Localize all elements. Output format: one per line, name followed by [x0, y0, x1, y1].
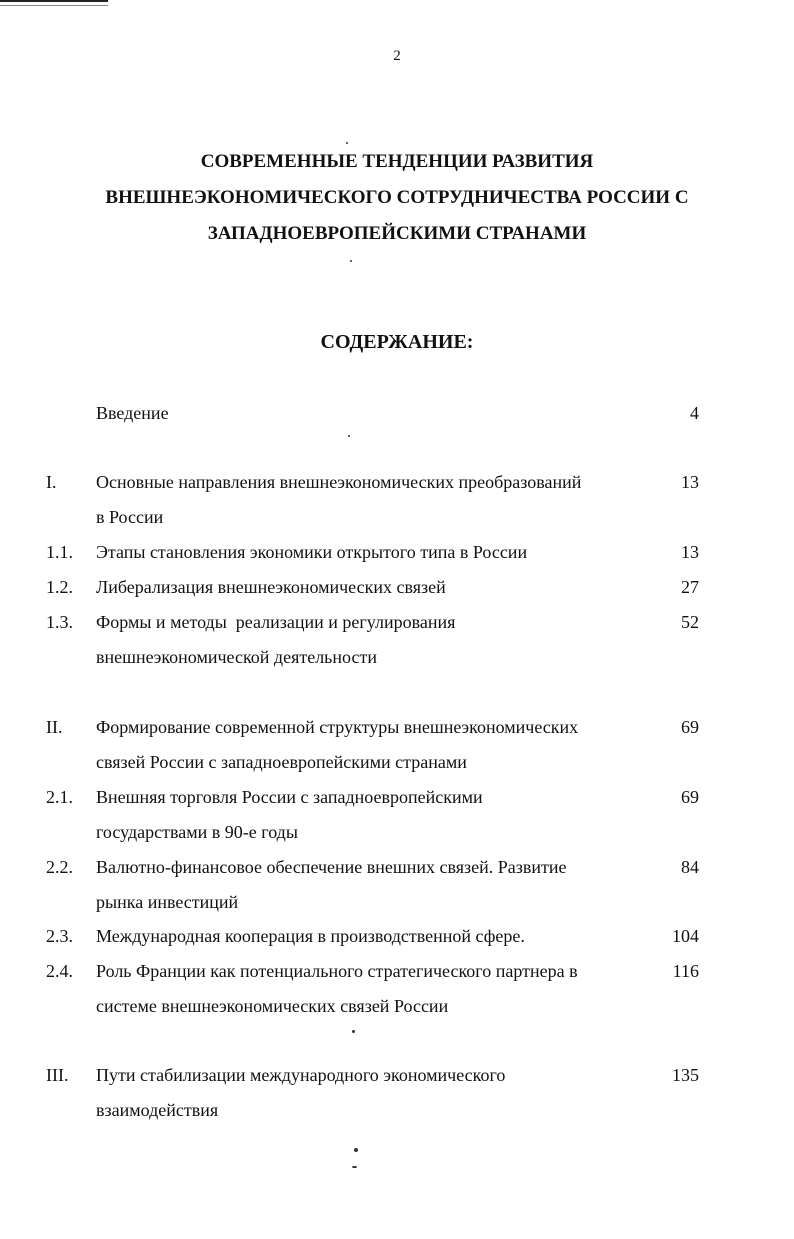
- toc-entry-title-line: системе внешнеэкономических связей России: [96, 996, 449, 1016]
- toc-entry-title: [96, 1058, 656, 1128]
- toc-entry-number: II.: [46, 717, 63, 737]
- toc-entry-number: 1.2.: [46, 577, 73, 597]
- toc-entry-title: Введение: [96, 403, 169, 423]
- toc-entry-title: [96, 605, 656, 675]
- toc-entry-number: I.: [46, 472, 57, 492]
- toc-entry-title: Этапы становления экономики открытого типа в России: [96, 542, 528, 562]
- document-title: [0, 144, 794, 252]
- toc-entry-title-line: Пути стабилизации международного экономического: [96, 1065, 506, 1085]
- toc-entry-number: 2.4.: [46, 961, 73, 981]
- toc-entry-page: 84: [681, 857, 699, 877]
- toc-entry-page: 116: [672, 961, 699, 981]
- toc-entry-number: 2.3.: [46, 926, 73, 946]
- scan-speck: [348, 435, 350, 437]
- toc-entry-title-line: Формирование современной структуры внешнеэкономических: [96, 717, 579, 737]
- scan-speck: [354, 1148, 358, 1152]
- scan-speck: [352, 1030, 355, 1033]
- toc-entry-page: 69: [681, 787, 699, 807]
- toc-entry-page: 13: [681, 472, 699, 492]
- toc-entry-title: [96, 465, 656, 535]
- toc-entry-title-line: взаимодействия: [96, 1100, 219, 1120]
- toc-entry-title-line: Валютно-финансовое обеспечение внешних связей. Развитие: [96, 857, 567, 877]
- toc-entry-page: 104: [672, 926, 699, 946]
- toc-entry-title-line: Основные направления внешнеэкономических преобразований: [96, 472, 582, 492]
- toc-entry-number: 1.1.: [46, 542, 73, 562]
- toc-entry-title-line: Роль Франции как потенциального стратегического партнера в: [96, 961, 578, 981]
- toc-entry-page: 69: [681, 717, 699, 737]
- title-line-2: ВНЕШНЕЭКОНОМИЧЕСКОГО СОТРУДНИЧЕСТВА РОССИИ С: [105, 187, 689, 208]
- toc-entry-title: [96, 954, 656, 1024]
- page-number: 2: [393, 48, 401, 64]
- toc-entry-page: 27: [681, 577, 699, 597]
- scan-top-rule: [0, 0, 108, 2]
- toc-entry-page: 52: [681, 612, 699, 632]
- scan-speck: [346, 142, 348, 144]
- title-line-1: СОВРЕМЕННЫЕ ТЕНДЕНЦИИ РАЗВИТИЯ: [200, 151, 594, 172]
- toc-entry-number: III.: [46, 1065, 69, 1085]
- toc-entry-title-line: государствами в 90-е годы: [96, 822, 298, 842]
- title-line-3: ЗАПАДНОЕВРОПЕЙСКИМИ СТРАНАМИ: [207, 223, 587, 244]
- toc-entry-title-line: в России: [96, 507, 164, 527]
- toc-entry-number: 1.3.: [46, 612, 73, 632]
- toc-entry-title-line: Формы и методы реализации и регулирования: [96, 612, 456, 632]
- toc-entry-title-line: связей России с западноевропейскими странами: [96, 752, 467, 772]
- toc-entry-title: [96, 780, 656, 850]
- toc-entry-number: 2.2.: [46, 857, 73, 877]
- toc-entry-page: 135: [672, 1065, 699, 1085]
- toc-entry-title: Либерализация внешнеэкономических связей: [96, 577, 446, 597]
- toc-entry-title: [96, 710, 656, 780]
- toc-entry-title-line: Внешняя торговля России с западноевропейскими: [96, 787, 483, 807]
- scan-speck: [352, 1166, 357, 1168]
- toc-entry-number: 2.1.: [46, 787, 73, 807]
- toc-heading: СОДЕРЖАНИЕ:: [320, 331, 474, 353]
- toc-entry-title: [96, 850, 656, 920]
- toc-entry-title: Международная кооперация в производственной сфере.: [96, 926, 525, 946]
- toc-entry-page: 4: [690, 403, 699, 423]
- scan-speck: [350, 260, 352, 262]
- toc-entry-page: 13: [681, 542, 699, 562]
- toc-entry-title-line: рынка инвестиций: [96, 892, 239, 912]
- toc-entry-title-line: внешнеэкономической деятельности: [96, 647, 377, 667]
